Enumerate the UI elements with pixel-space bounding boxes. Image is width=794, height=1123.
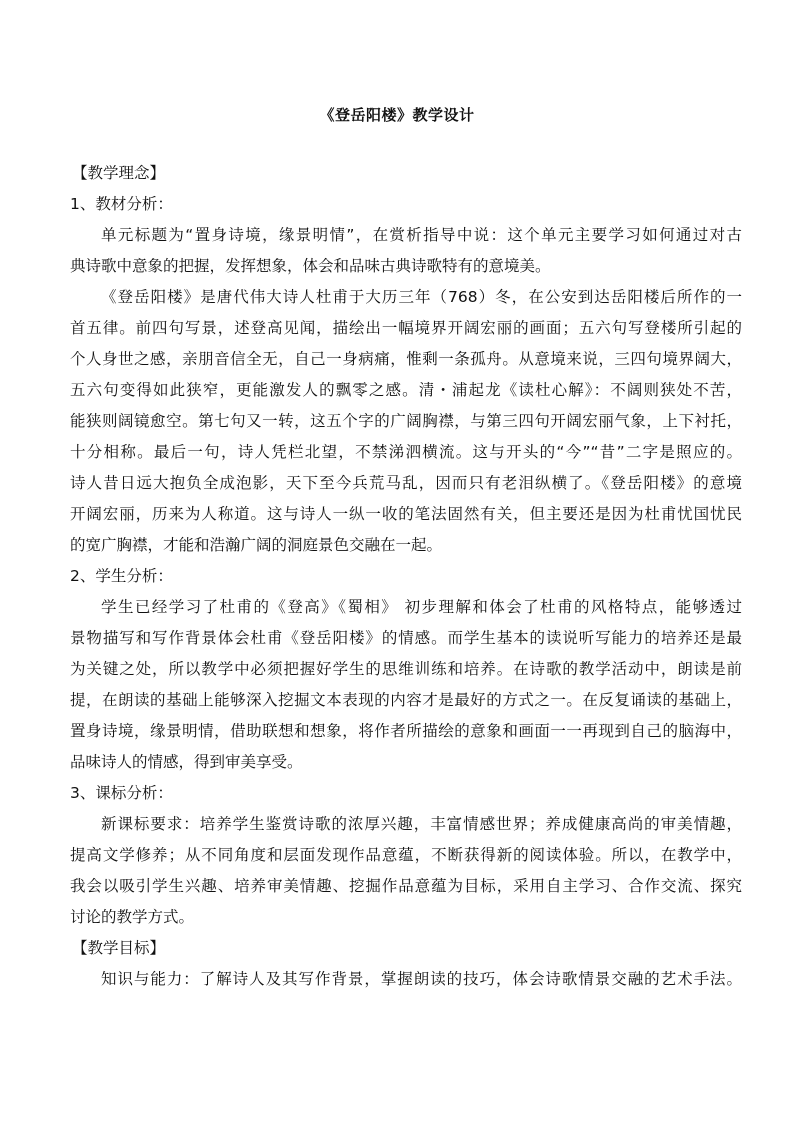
text-line: 为关键之处，所以教学中必须把握好学生的思维训练和培养。在诗歌的教学活动中，朗读是前 — [70, 660, 742, 678]
text-line: 首五律。前四句写景，述登高见闻，描绘出一幅境界开阔宏丽的画面；五六句写登楼所引起的 — [70, 319, 742, 337]
text-line: 诗人昔日远大抱负全成泡影，天下至今兵荒马乱，因而只有老泪纵横了。《登岳阳楼》的意境 — [70, 474, 742, 492]
section-heading: 【教学目标】 — [72, 939, 166, 957]
text-line: 能狭则阔镜愈空。第七句又一转，这五个字的广阔胸襟，与第三四句开阔宏丽气象，上下衬托， — [70, 412, 742, 430]
section-heading: 【教学理念】 — [72, 164, 166, 182]
text-line: 3、课标分析： — [70, 784, 173, 802]
text-line: 学生已经学习了杜甫的《登高》《蜀相》 初步理解和体会了杜甫的风格特点，能够透过 — [101, 598, 742, 616]
text-line: 提，在朗读的基础上能够深入挖掘文本表现的内容才是最好的方式之一。在反复诵读的基础上， — [70, 691, 742, 709]
text-line: 置身诗境，缘景明情，借助联想和想象，将作者所描绘的意象和画面一一再现到自己的脑海中， — [70, 722, 742, 740]
document-body — [70, 158, 742, 995]
text-line: 讨论的教学方式。 — [70, 908, 195, 926]
text-line: 品味诗人的情感，得到审美享受。 — [70, 753, 303, 771]
text-line: 提高文学修养；从不同角度和层面发现作品意蕴，不断获得新的阅读体验。所以，在教学中， — [70, 846, 742, 864]
text-line: 景物描写和写作背景体会杜甫《登岳阳楼》的情感。而学生基本的读说听写能力的培养还是最 — [70, 629, 742, 647]
text-line: 2、学生分析： — [70, 567, 173, 585]
text-line: 我会以吸引学生兴趣、培养审美情趣、挖掘作品意蕴为目标，采用自主学习、合作交流、探究 — [70, 877, 742, 895]
text-line: 知识与能力：了解诗人及其写作背景，掌握朗读的技巧，体会诗歌情景交融的艺术手法。 — [101, 970, 742, 988]
text-line: 单元标题为“置身诗境，缘景明情”，在赏析指导中说：这个单元主要学习如何通过对古 — [101, 226, 742, 244]
text-line: 新课标要求：培养学生鉴赏诗歌的浓厚兴趣，丰富情感世界；养成健康高尚的审美情趣， — [101, 815, 742, 833]
text-line: 《登岳阳楼》是唐代伟大诗人杜甫于大历三年（768）冬，在公安到达岳阳楼后所作的一 — [101, 288, 742, 306]
text-line: 1、教材分析： — [70, 195, 173, 213]
text-line: 典诗歌中意象的把握，发挥想象，体会和品味古典诗歌特有的意境美。 — [70, 257, 551, 275]
document-title: 《登岳阳楼》教学设计 — [319, 106, 475, 124]
text-line: 五六句变得如此狭窄，更能激发人的飘零之感。清・浦起龙《读杜心解》：不阔则狭处不苦， — [70, 381, 742, 399]
text-line: 十分相称。最后一句，诗人凭栏北望，不禁涕泗横流。这与开头的“今”“昔”二字是照应的。 — [70, 443, 742, 461]
text-line: 个人身世之感，亲朋音信全无，自己一身病痛，惟剩一条孤舟。从意境来说，三四句境界阔大， — [70, 350, 742, 368]
text-line: 开阔宏丽，历来为人称道。这与诗人一纵一收的笔法固然有关，但主要还是因为杜甫忧国忧民 — [70, 505, 742, 523]
text-line: 的宽广胸襟，才能和浩瀚广阔的洞庭景色交融在一起。 — [70, 536, 443, 554]
